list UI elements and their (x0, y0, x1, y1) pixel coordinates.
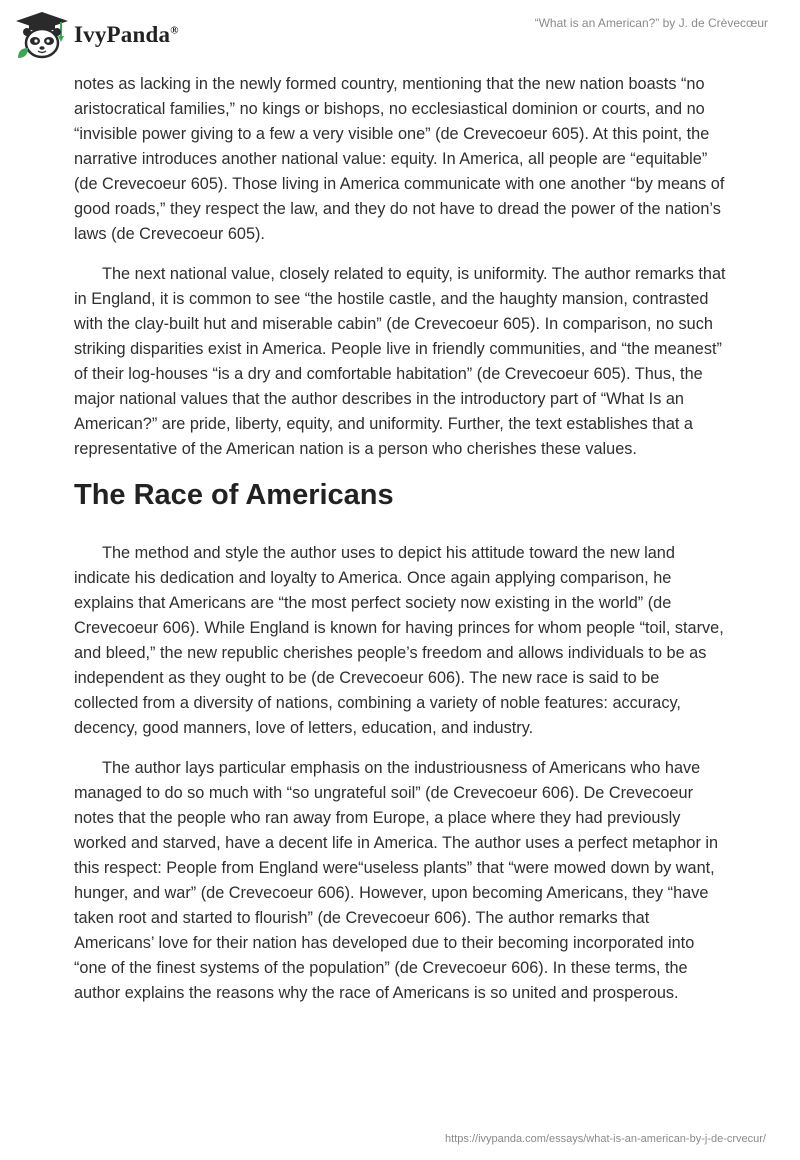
page-header (0, 0, 800, 70)
brand-name: IvyPanda® (74, 22, 179, 47)
section-heading: The Race of Americans (74, 479, 394, 511)
ivypanda-logo[interactable] (14, 10, 179, 60)
paragraph-continuation: notes as lacking in the newly formed country, mentioning that the new nation boasts “no aristocratical families,” no kings or bishops, no ecclesiastical dominion or courts, and no “invisible power giving to a few a very visible one” (de Crevecoeur 605). At this point, the narrative introduces another national value: equity. In America, all people are “equitable” (de Crevecoeur 605). Those living in America communicate with one another “by means of good roads,” they respect the law, and they do not have to dread the power of the nation’s laws (de Crevecoeur 605). (74, 75, 725, 243)
paragraph-method-style: The method and style the author uses to depict his attitude toward the new land indicate his dedication and loyalty to America. Once again applying comparison, he explains that Americans are “the most perfect society now existing in the world” (de Crevecoeur 606). While England is known for having princes for whom people “toil, starve, and bleed,” the new republic cherishes people’s freedom and allows individuals to be as independent as they ought to be (de Crevecoeur 606). The new race is said to be collected from a diversity of nations, combining a variety of noble features: accuracy, decency, good manners, love of letters, education, and industry. (74, 544, 724, 737)
panda-graduate-icon (14, 10, 70, 60)
paragraph-industriousness: The author lays particular emphasis on the industriousness of Americans who have managed to do so much with “so ungrateful soil” (de Crevecoeur 606). De Crevecoeur notes that the people who ran away from Europe, a place where they had previously worked and starved, have a decent life in America. The author uses a perfect metaphor in this respect: People from England were“useless plants” that “were mowed down by want, hunger, and war” (de Crevecoeur 606). However, upon becoming Americans, they “have taken root and started to flourish” (de Crevecoeur 606). The author remarks that Americans’ love for their nation has developed due to their becoming incorporated into “one of the finest systems of the population” (de Crevecoeur 606). In these terms, the author explains the reasons why the race of Americans is so united and prosperous. (74, 759, 719, 1002)
essay-body (74, 72, 726, 1021)
paragraph-uniformity: The next national value, closely related to equity, is uniformity. The author remarks that in England, it is common to see “the hostile castle, and the haughty mansion, contrasted with the clay-built hut and miserable cabin” (de Crevecoeur 605). In comparison, no such striking disparities exist in America. People live in friendly communities, and “the meanest” of their log-houses “is a dry and comfortable habitation” (de Crevecoeur 605). Thus, the major national values that the author describes in the introductory part of “What Is an American?” are pride, liberty, equity, and uniformity. Further, the text establishes that a representative of the American nation is a person who cherishes these values. (74, 265, 726, 458)
source-url[interactable]: https://ivypanda.com/essays/what-is-an-american-by-j-de-crvecur/ (445, 1133, 766, 1145)
document-title: “What is an American?” by J. de Crèvecœur (534, 16, 768, 30)
